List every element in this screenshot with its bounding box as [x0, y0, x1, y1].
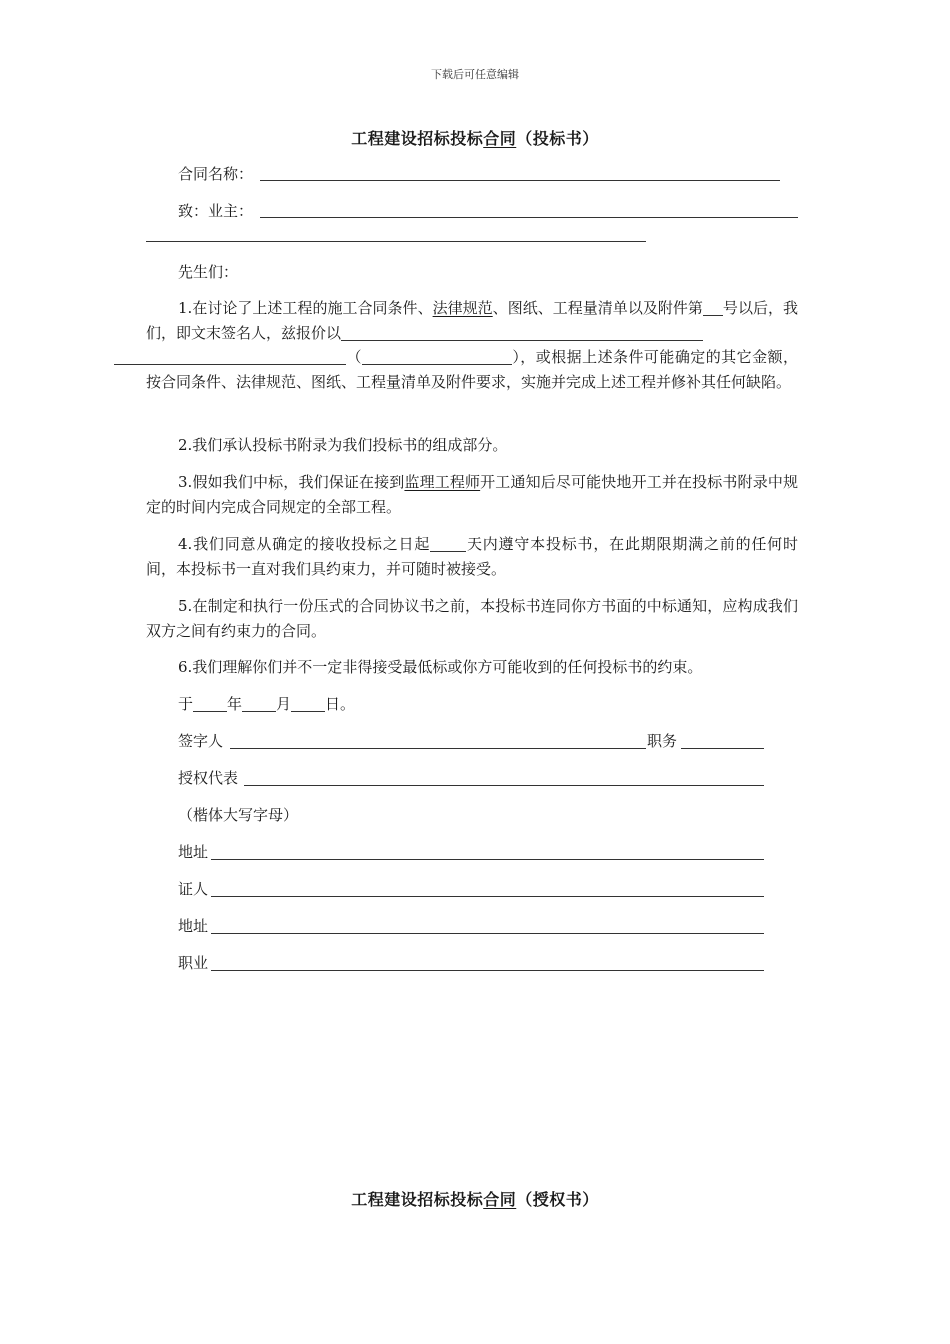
clause-4-text-a: 4.我们同意从确定的接收投标之日起 [178, 535, 431, 553]
contract-name-field[interactable] [260, 180, 780, 181]
supervising-engineer-link[interactable]: 监理工程师 [404, 473, 481, 491]
clause-4 [146, 532, 798, 581]
clause-1 [146, 296, 798, 394]
to-owner-label: 致：业主： [178, 202, 254, 220]
signer-field[interactable] [230, 748, 646, 749]
bid-price-field[interactable] [341, 324, 703, 341]
position-label: 职务 [647, 732, 678, 750]
clause-3-text-b: 开工通知后尽可能快地开工并在投标书附录中规定的时间内完成合同规定的全部工程。 [146, 473, 798, 516]
clause-1-text-b: 、图纸、工程量清单以及附件第 [492, 299, 703, 317]
bid-price-words-field[interactable] [362, 348, 512, 365]
address-label-1: 地址 [178, 843, 209, 861]
witness-field[interactable] [211, 896, 764, 897]
address-field-2[interactable] [211, 933, 764, 934]
appendix-number-field[interactable] [703, 299, 723, 316]
contract-name-label: 合同名称： [178, 165, 254, 183]
position-field[interactable] [681, 748, 764, 749]
authorized-rep-label: 授权代表 [178, 769, 239, 787]
paren-open: （ [346, 348, 362, 366]
address-label-2: 地址 [178, 917, 209, 935]
clause-3-text-a: 3.假如我们中标，我们保证在接到 [178, 473, 405, 491]
block-letters-note: （楷体大写字母） [178, 806, 299, 824]
occupation-field[interactable] [211, 970, 764, 971]
clause-1-text-c: 号以后，我们，即文末签名人，兹报价以 [146, 299, 798, 342]
month-field[interactable] [242, 695, 276, 712]
validity-days-field[interactable] [430, 535, 466, 552]
clause-1-text-d: ），或根据上述条件可能确定的其它金额，按合同条件、法律规范、图纸、工程量清单及附件要求，实施并完成上述工程并修补其任何缺陷。 [146, 348, 798, 391]
owner-field[interactable] [260, 217, 798, 218]
address-field-1[interactable] [211, 859, 764, 860]
date-yu: 于 [178, 695, 194, 713]
header-note: 下载后可任意编辑 [431, 68, 519, 81]
second-document-title [0, 1187, 950, 1210]
witness-label: 证人 [178, 880, 209, 898]
bid-price-field-continued[interactable] [114, 348, 346, 365]
clause-2: 2.我们承认投标书附录为我们投标书的组成部分。 [178, 436, 508, 454]
date-month: 月 [276, 695, 292, 713]
clause-4-text-b: 天内遵守本投标书，在此期限期满之前的任何时间，本投标书一直对我们具约束力，并可随时被接受。 [146, 535, 798, 578]
clause-5: 5.在制定和执行一份压式的合同协议书之前，本投标书连同你方书面的中标通知，应构成我们双方之间有约束力的合同。 [146, 597, 798, 640]
clause-3 [146, 470, 798, 519]
title2-suffix: （授权书） [516, 1190, 599, 1209]
greeting: 先生们： [178, 263, 239, 281]
authorized-rep-field[interactable] [244, 785, 764, 786]
occupation-label: 职业 [178, 954, 209, 972]
document-title [0, 126, 950, 149]
legal-norms-link[interactable]: 法律规范 [432, 299, 493, 317]
title2-prefix: 工程建设招标投标 [351, 1190, 484, 1209]
signer-label: 签字人 [178, 732, 224, 750]
date-day: 日。 [325, 695, 356, 713]
clause-1-text-a: 1.在讨论了上述工程的施工合同条件、 [178, 299, 433, 317]
owner-field-continued[interactable] [146, 241, 646, 242]
day-field[interactable] [291, 695, 325, 712]
title2-underlined: 合同 [483, 1190, 517, 1209]
title-prefix: 工程建设招标投标 [351, 129, 484, 148]
title-underlined: 合同 [483, 129, 517, 148]
date-line [178, 692, 355, 716]
year-field[interactable] [193, 695, 227, 712]
title-suffix: （投标书） [516, 129, 599, 148]
clause-6: 6.我们理解你们并不一定非得接受最低标或你方可能收到的任何投标书的约束。 [178, 658, 703, 676]
date-year: 年 [227, 695, 243, 713]
